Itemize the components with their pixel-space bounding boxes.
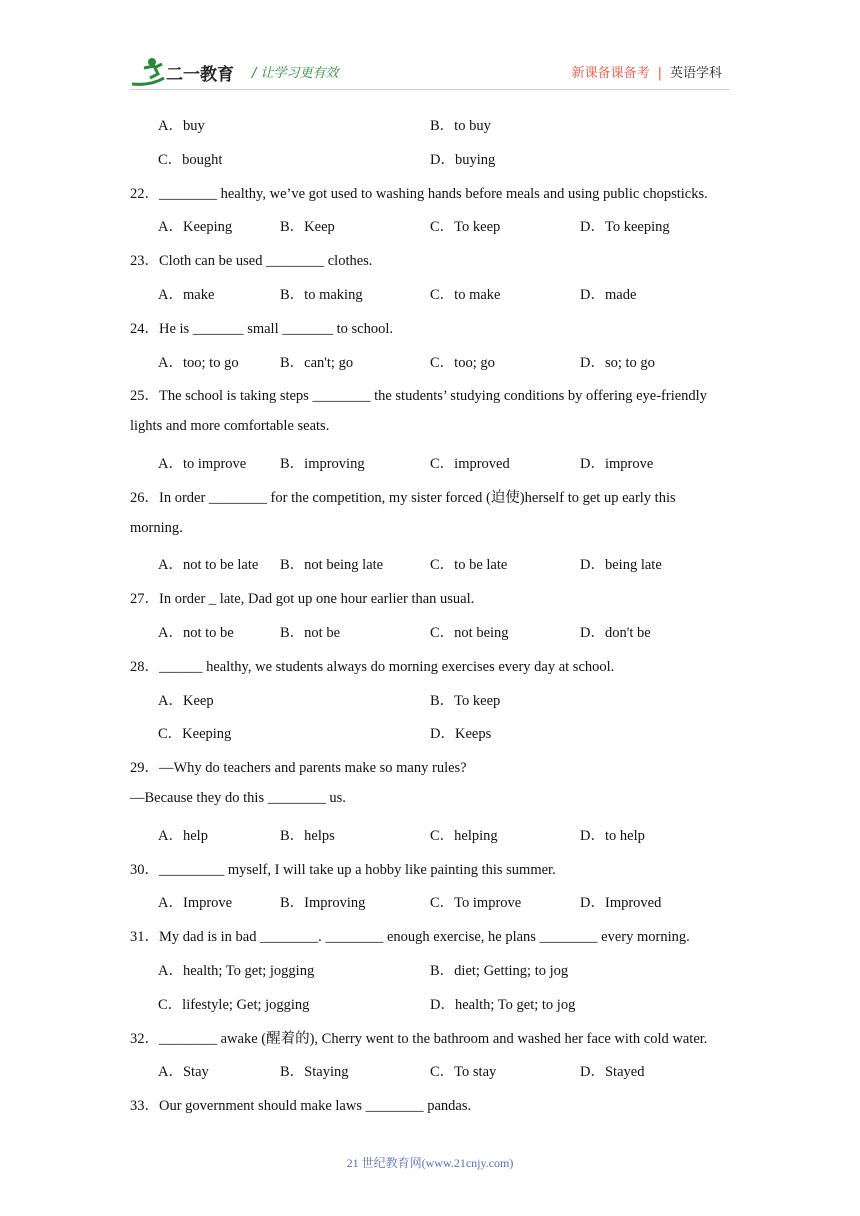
option-text: Improving xyxy=(304,895,366,912)
question-stem: 32．________ awake (醒着的), Cherry went to the bathroom and washed her face with cold water. xyxy=(130,1030,708,1047)
answer-option[interactable] xyxy=(280,553,383,574)
answer-option[interactable] xyxy=(280,621,340,642)
option-text: not being xyxy=(454,625,509,641)
answer-option[interactable] xyxy=(158,891,232,912)
option-text: to be late xyxy=(454,557,508,574)
answer-option[interactable] xyxy=(430,824,498,845)
option-text: Staying xyxy=(304,1064,349,1081)
option-letter: B． xyxy=(280,895,305,912)
answer-option[interactable] xyxy=(158,351,239,372)
question-stem-continued: morning. xyxy=(130,519,183,536)
option-text: being late xyxy=(604,557,662,574)
answer-option[interactable] xyxy=(430,148,495,169)
option-letter: D． xyxy=(430,151,455,168)
option-letter: D． xyxy=(580,287,605,303)
question-stem: 22．________ healthy, we’ve got used to washing hands before meals and using public chopsticks. xyxy=(130,185,708,202)
option-letter: D． xyxy=(580,625,605,641)
question-stem: 29．—Why do teachers and parents make so many rules? xyxy=(130,760,467,777)
answer-option[interactable] xyxy=(280,215,335,236)
answer-option[interactable] xyxy=(430,553,507,574)
option-letter: C． xyxy=(158,996,183,1013)
answer-option[interactable] xyxy=(158,722,231,743)
answer-option[interactable] xyxy=(280,452,365,473)
header-divider xyxy=(130,89,730,90)
option-letter: B． xyxy=(280,1064,305,1081)
option-letter: C． xyxy=(430,354,455,371)
answer-option[interactable] xyxy=(430,959,568,980)
answer-option[interactable] xyxy=(280,351,353,372)
option-letter: A． xyxy=(158,827,183,844)
option-text: To keep xyxy=(454,692,501,709)
answer-option[interactable] xyxy=(280,283,363,304)
question-stem: 24．He is _______ small _______ to school. xyxy=(130,320,394,337)
answer-option[interactable] xyxy=(430,452,510,473)
answer-option[interactable] xyxy=(430,993,575,1014)
option-letter: D． xyxy=(580,219,605,236)
option-text: not being late xyxy=(304,557,384,574)
option-text: To keeping xyxy=(604,219,670,236)
option-letter: D． xyxy=(430,996,455,1013)
option-letter: D． xyxy=(580,354,605,371)
option-text: not be xyxy=(304,625,341,641)
option-letter: A． xyxy=(158,219,183,236)
answer-option[interactable] xyxy=(580,452,653,473)
question-stem: 28．______ healthy, we students always do morning exercises every day at school. xyxy=(130,658,615,675)
answer-option[interactable] xyxy=(580,891,661,912)
option-letter: A． xyxy=(158,287,183,303)
option-letter: C． xyxy=(430,557,455,574)
option-text: Improved xyxy=(604,895,662,912)
option-letter: A． xyxy=(158,118,183,134)
answer-option[interactable] xyxy=(158,959,314,980)
answer-option[interactable] xyxy=(580,621,651,642)
answer-option[interactable] xyxy=(280,1060,348,1081)
answer-option[interactable] xyxy=(158,215,232,236)
question-stem-continued: —Because they do this ________ us. xyxy=(130,790,346,806)
option-text: helps xyxy=(304,827,335,844)
option-text: Keep xyxy=(182,692,214,709)
question-stem: 27．In order _ late, Dad got up one hour earlier than usual. xyxy=(130,591,475,608)
question-stem: 25．The school is taking steps ________ the students’ studying conditions by offering eye-friendly xyxy=(130,388,707,405)
answer-option[interactable] xyxy=(158,621,234,642)
option-letter: A． xyxy=(158,354,183,371)
answer-option[interactable] xyxy=(430,1060,496,1081)
question-stem-continued: lights and more comfortable seats. xyxy=(130,418,330,435)
page-footer: 21 世纪教育网(www.21cnjy.com) xyxy=(346,1156,514,1170)
answer-option[interactable] xyxy=(158,148,222,169)
answer-option[interactable] xyxy=(430,351,495,372)
answer-option[interactable] xyxy=(430,114,491,135)
answer-option[interactable] xyxy=(580,553,662,574)
question-stem: 30．_________ myself, I will take up a hobby like painting this summer. xyxy=(130,861,556,878)
option-text: Improve xyxy=(182,895,233,912)
answer-option[interactable] xyxy=(280,824,335,845)
option-text: to make xyxy=(454,287,501,303)
option-letter: B． xyxy=(280,219,305,236)
answer-option[interactable] xyxy=(580,351,655,372)
answer-option[interactable] xyxy=(158,1060,209,1081)
answer-option[interactable] xyxy=(158,993,309,1014)
option-text: lifestyle; Get; jogging xyxy=(182,996,310,1013)
option-letter: B． xyxy=(280,827,305,844)
option-letter: B． xyxy=(280,456,305,472)
option-text: To stay xyxy=(454,1064,497,1081)
option-text: improved xyxy=(454,456,510,472)
answer-option[interactable] xyxy=(430,215,500,236)
header-right xyxy=(572,62,722,81)
header-separator: | xyxy=(657,66,662,81)
option-letter: D． xyxy=(430,726,455,743)
option-letter: B． xyxy=(430,118,455,134)
option-text: to buy xyxy=(454,118,491,134)
option-text: To keep xyxy=(454,219,501,236)
option-text: to help xyxy=(604,827,645,844)
logo-text: 二一教育 xyxy=(166,65,234,85)
option-letter: C． xyxy=(430,1064,455,1081)
option-text: so; to go xyxy=(604,354,655,371)
option-letter: B． xyxy=(280,625,305,641)
option-text: health; To get; to jog xyxy=(454,996,576,1013)
header-label: 新课备课备考 xyxy=(571,66,650,81)
option-text: too; go xyxy=(454,354,495,371)
option-letter: D． xyxy=(580,827,605,844)
option-text: improve xyxy=(604,456,654,472)
option-letter: C． xyxy=(430,219,455,236)
answer-option[interactable] xyxy=(158,689,214,710)
option-letter: A． xyxy=(158,895,183,912)
option-text: diet; Getting; to jog xyxy=(454,963,569,979)
option-text: not to be late xyxy=(182,557,259,574)
option-letter: B． xyxy=(280,557,305,574)
option-text: buy xyxy=(182,118,205,134)
answer-option[interactable] xyxy=(580,824,645,845)
option-text: too; to go xyxy=(182,354,239,371)
option-letter: B． xyxy=(280,354,305,371)
option-text: can't; go xyxy=(304,354,354,371)
option-letter: B． xyxy=(430,692,455,709)
option-text: Keeping xyxy=(182,219,233,236)
option-letter: D． xyxy=(580,1064,605,1081)
logo xyxy=(130,56,240,88)
option-text: improving xyxy=(304,456,365,472)
answer-option[interactable] xyxy=(430,722,491,743)
question-stem: 23．Cloth can be used ________ clothes. xyxy=(130,253,373,270)
answer-option[interactable] xyxy=(280,891,365,912)
option-letter: A． xyxy=(158,1064,183,1081)
answer-option[interactable] xyxy=(158,114,205,135)
option-letter: C． xyxy=(430,625,455,641)
option-text: Keeping xyxy=(182,726,232,743)
option-text: bought xyxy=(182,151,223,168)
slogan: / 让学习更有效 xyxy=(252,66,339,81)
option-letter: C． xyxy=(158,151,183,168)
option-letter: C． xyxy=(430,456,455,472)
option-text: To improve xyxy=(454,895,522,912)
question-stem: 31．My dad is in bad ________. ________ enough exercise, he plans ________ every morning. xyxy=(130,929,690,946)
answer-option[interactable] xyxy=(430,891,521,912)
option-letter: A． xyxy=(158,692,183,709)
option-text: Keep xyxy=(304,219,335,236)
answer-option[interactable] xyxy=(430,689,500,710)
option-letter: C． xyxy=(430,895,455,912)
answer-option[interactable] xyxy=(158,553,258,574)
option-text: made xyxy=(604,287,637,303)
option-letter: A． xyxy=(158,557,183,574)
answer-option[interactable] xyxy=(580,283,636,304)
question-stem: 26．In order ________ for the competition, my sister forced (迫使)herself to get up early this xyxy=(130,489,676,506)
answer-option[interactable] xyxy=(158,283,214,304)
option-letter: D． xyxy=(580,557,605,574)
option-text: to making xyxy=(304,287,363,303)
answer-option[interactable] xyxy=(580,215,670,236)
option-text: Stayed xyxy=(604,1064,645,1081)
option-text: Stay xyxy=(182,1064,209,1081)
question-stem: 33．Our government should make laws ________ pandas. xyxy=(130,1098,472,1115)
answer-option[interactable] xyxy=(158,452,246,473)
option-text: health; To get; jogging xyxy=(182,963,315,979)
answer-option[interactable] xyxy=(580,1060,644,1081)
answer-option[interactable] xyxy=(158,824,208,845)
option-text: not to be xyxy=(182,625,234,641)
option-text: don't be xyxy=(604,625,651,641)
option-letter: D． xyxy=(580,895,605,912)
option-letter: A． xyxy=(158,963,183,979)
answer-option[interactable] xyxy=(430,621,509,642)
option-letter: C． xyxy=(430,287,455,303)
option-letter: C． xyxy=(430,827,455,844)
page-header xyxy=(0,0,860,100)
option-letter: B． xyxy=(430,963,455,979)
answer-option[interactable] xyxy=(430,283,500,304)
option-letter: B． xyxy=(280,287,305,303)
option-text: to improve xyxy=(182,456,247,472)
option-text: helping xyxy=(454,827,498,844)
option-letter: A． xyxy=(158,456,183,472)
option-text: make xyxy=(182,287,215,303)
option-letter: A． xyxy=(158,625,183,641)
option-text: Keeps xyxy=(454,726,492,743)
subject-label: 英语学科 xyxy=(669,66,722,81)
option-text: buying xyxy=(454,151,496,168)
option-letter: C． xyxy=(158,726,183,743)
option-letter: D． xyxy=(580,456,605,472)
option-text: help xyxy=(182,827,208,844)
